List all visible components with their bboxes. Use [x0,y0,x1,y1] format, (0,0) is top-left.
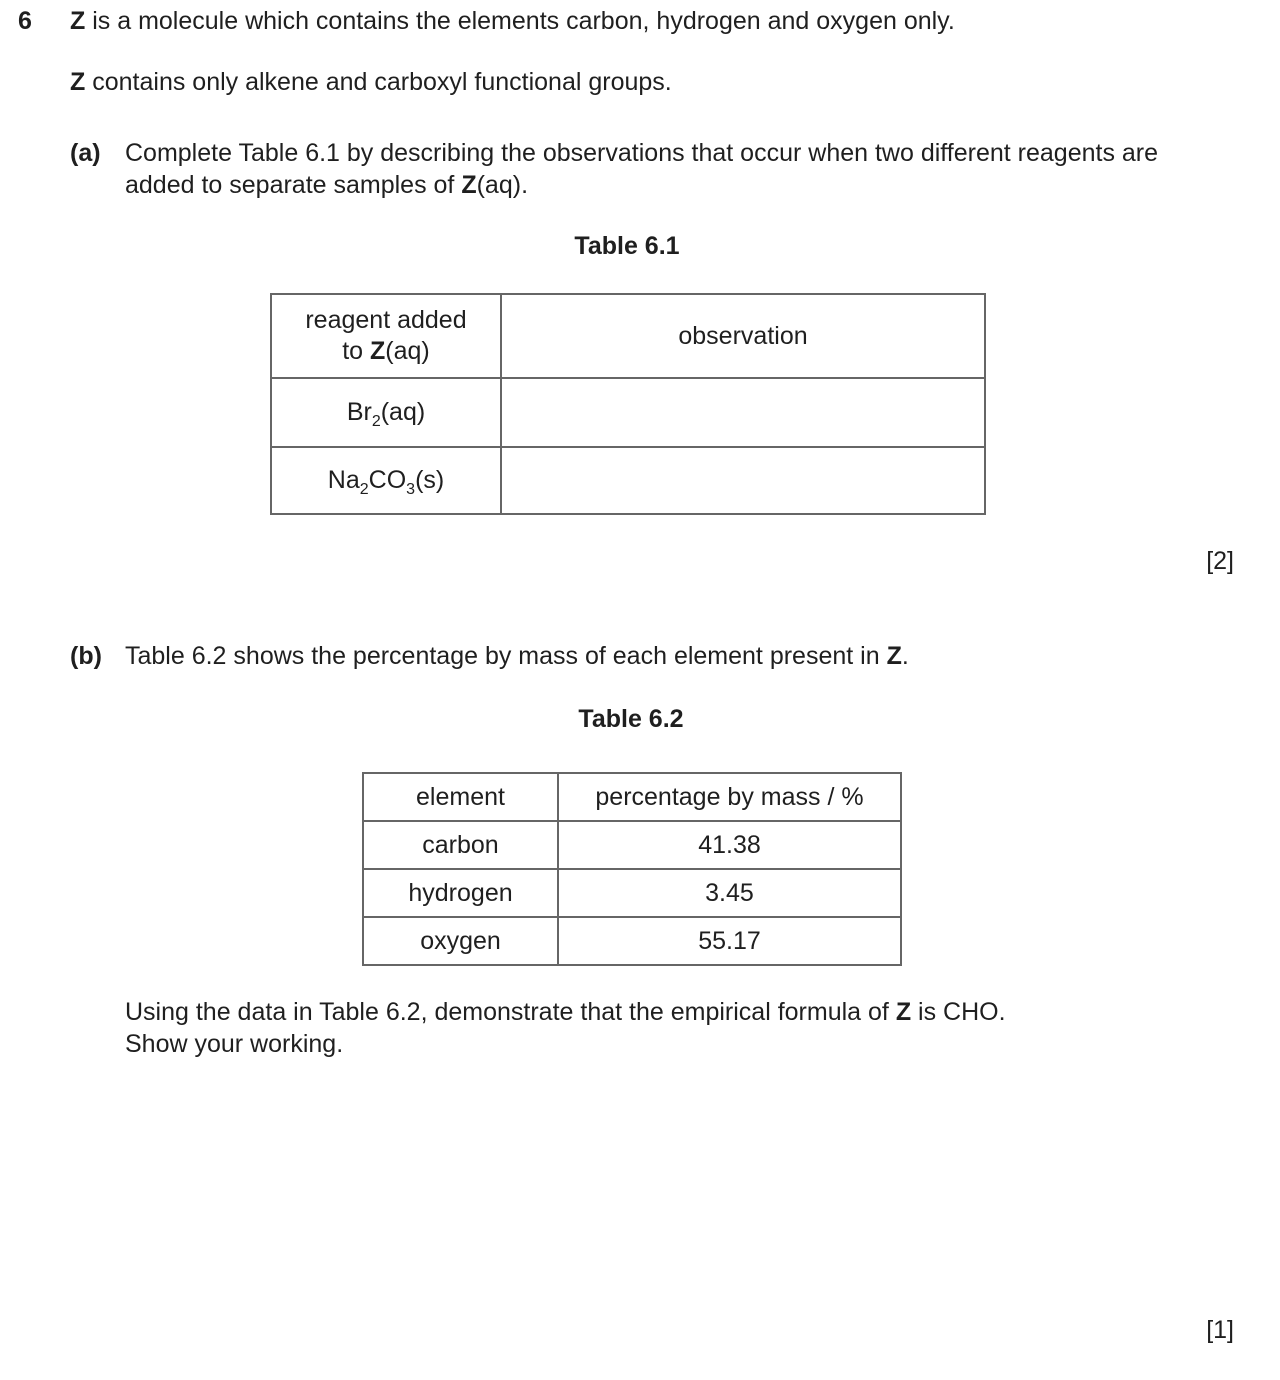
element-name: oxygen [420,926,501,955]
part-b-text [125,640,1237,672]
intro-line-2 [70,66,672,98]
percentage-cell-carbon [558,821,901,869]
percentage-cell-oxygen [558,917,901,965]
br2-subscript: 2 [371,413,381,430]
table-6-1-header-row [271,294,985,378]
part-a-line-2-post: (aq). [476,171,529,199]
header-element-label: element [416,782,505,811]
molecule-z-bold: Z [886,642,902,670]
part-b-prompt-line-2: Show your working. [125,1030,344,1058]
element-cell-carbon [363,821,558,869]
table-6-2-header-percentage [558,773,901,821]
na2co3-subscript-2: 3 [406,481,416,498]
question-number: 6 [18,7,32,35]
na2co3-state: (s) [415,466,445,494]
na2co3-subscript-1: 2 [359,481,369,498]
molecule-z-bold: Z [70,7,86,35]
table-6-1-row-br2 [271,378,985,447]
header-reagent-line-2 [272,336,500,367]
na2co3-formula-2: CO [368,466,407,494]
part-a-marks: [2] [1206,547,1234,575]
element-name: carbon [422,830,499,859]
table-row-carbon [363,821,901,869]
table-row-hydrogen [363,869,901,917]
table-6-1-header-observation [501,294,985,378]
header-reagent-line-2-post: (aq) [385,337,430,365]
part-a-line-1: Complete Table 6.1 by describing the observations that occur when two different reagents are [125,139,1159,167]
part-b-prompt [125,996,1237,1060]
part-b-line-1-post: . [901,642,909,670]
part-a-line-2 [125,169,1237,201]
percentage-value: 55.17 [698,926,761,955]
intro-line-2-text: contains only alkene and carboxyl functional groups. [85,68,672,96]
header-percentage-label: percentage by mass / % [595,782,864,811]
part-a-label: (a) [70,139,101,167]
molecule-z-bold: Z [70,68,86,96]
percentage-value: 41.38 [698,830,761,859]
prompt-line-1-post: is CHO. [911,998,1006,1026]
reagent-cell-br2 [271,378,501,447]
observation-cell-na2co3-empty [501,447,985,514]
header-reagent-line-1: reagent added [305,306,467,334]
part-b-label: (b) [70,642,102,670]
table-6-1-title: Table 6.1 [574,232,680,260]
table-6-2-header-row [363,773,901,821]
table-6-2-title: Table 6.2 [578,705,684,733]
table-row-oxygen [363,917,901,965]
table-6-1-header-reagent [271,294,501,378]
br2-state: (aq) [380,398,426,426]
prompt-line-1-pre: Using the data in Table 6.2, demonstrate that the empirical formula of [125,998,896,1026]
observation-cell-br2-empty [501,378,985,447]
molecule-z-bold: Z [895,998,912,1026]
element-cell-oxygen [363,917,558,965]
part-a-text [125,137,1237,201]
molecule-z-bold: Z [461,171,477,199]
element-cell-hydrogen [363,869,558,917]
table-6-2-header-element [363,773,558,821]
percentage-cell-hydrogen [558,869,901,917]
part-a-line-2-pre: added to separate samples of [125,171,462,199]
intro-line-1-text: is a molecule which contains the elements carbon, hydrogen and oxygen only. [85,7,955,35]
table-6-1 [270,293,986,515]
header-observation-label: observation [678,321,808,350]
element-name: hydrogen [408,878,513,907]
part-b-line-1-pre: Table 6.2 shows the percentage by mass of each element present in [125,642,887,670]
na2co3-formula: Na [327,466,360,494]
part-b-prompt-line-1 [125,996,1237,1028]
molecule-z-bold: Z [370,337,386,365]
table-6-1-row-na2co3 [271,447,985,514]
intro-line-1 [70,5,955,37]
header-reagent-line-2-pre: to [342,337,371,365]
br2-formula: Br [346,398,372,426]
part-b-marks: [1] [1206,1316,1234,1344]
table-6-2 [362,772,902,966]
reagent-cell-na2co3 [271,447,501,514]
percentage-value: 3.45 [705,878,754,907]
